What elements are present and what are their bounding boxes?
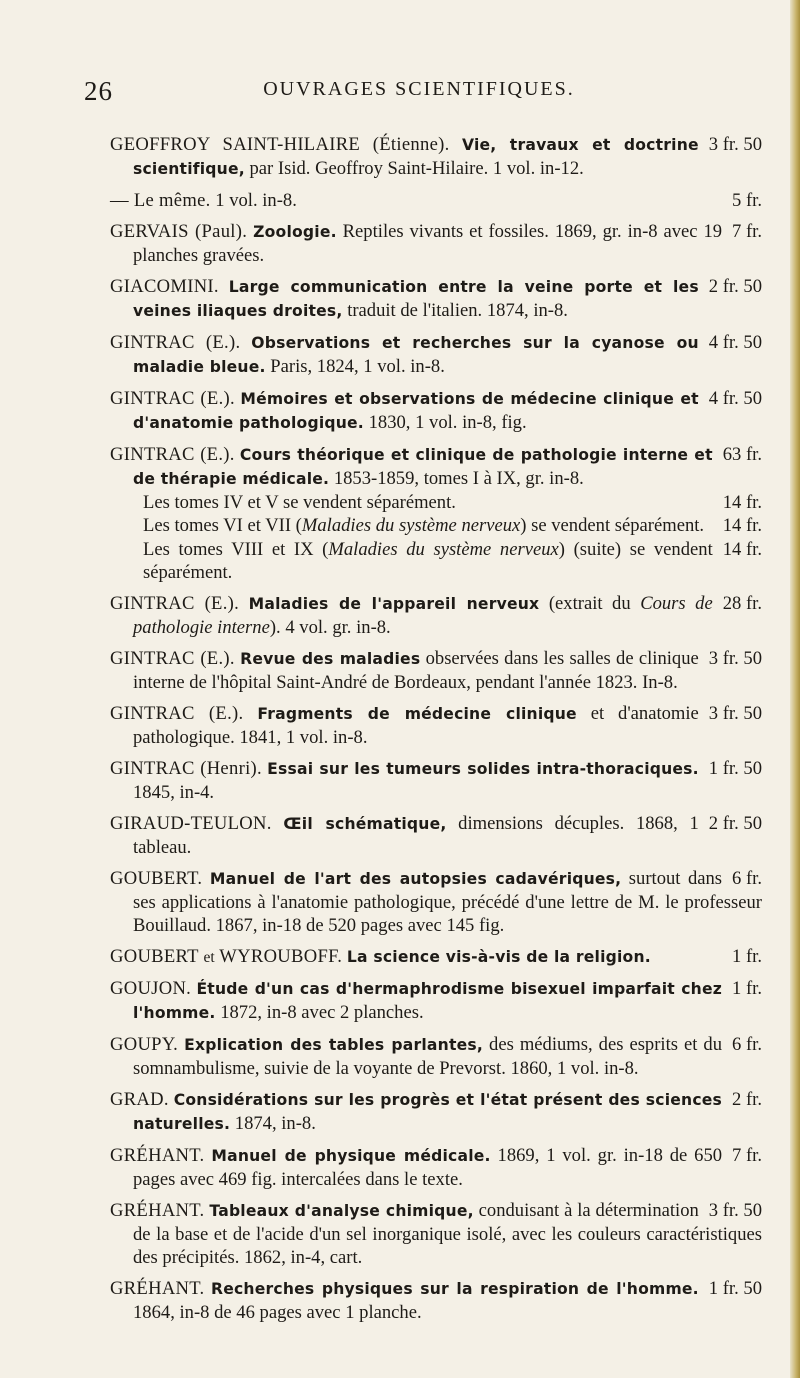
entry-author: GOUBERT.	[110, 867, 203, 889]
entry-price: 2 fr. 50	[708, 812, 762, 834]
entry-author: GINTRAC (E.).	[110, 647, 235, 669]
entry-price: 2 fr.	[732, 1088, 762, 1110]
sub-item-text: Les tomes VI et VII (	[143, 515, 302, 537]
entry-description: 1874, in-8.	[234, 1112, 316, 1134]
catalog-entry	[110, 1144, 762, 1191]
sub-item-text: Les tomes IV et V se vendent séparément.	[143, 492, 456, 514]
entry-description: 1853-1859, tomes I à IX, gr. in-8.	[333, 468, 584, 489]
entry-price: 3 fr. 50	[708, 702, 762, 724]
entry-description: 1845, in-4.	[133, 781, 215, 803]
entry-price: 3 fr. 50	[708, 1199, 762, 1221]
entry-title: Manuel de physique médicale.	[211, 1146, 491, 1165]
entry-description: 1830, 1 vol. in-8, fig.	[368, 412, 527, 433]
catalog-entry	[110, 945, 762, 969]
entry-price: 28 fr.	[722, 592, 762, 614]
entry-author: GINTRAC (Henri).	[110, 757, 262, 779]
entry-author: — Le même.	[110, 190, 211, 211]
entry-title: Explication des tables parlantes,	[184, 1035, 483, 1054]
entry-price: 1 fr.	[732, 945, 762, 967]
entry-title: Zoologie.	[253, 222, 337, 241]
entry-description-prefix: (extrait du	[548, 592, 641, 614]
sub-item-italic: Maladies du système nerveux	[328, 538, 559, 560]
sub-item-price: 14 fr.	[722, 515, 762, 537]
entry-price: 4 fr. 50	[708, 331, 762, 353]
catalog-entry	[110, 220, 762, 267]
entry-price: 4 fr. 50	[708, 387, 762, 409]
entry-title: Essai sur les tumeurs solides intra-thoraciques.	[267, 759, 699, 778]
entry-title: Revue des maladies	[240, 649, 421, 668]
entry-author: GINTRAC (E.).	[110, 702, 244, 724]
entry-title: Mémoires et observations de médecine clinique et d'anatomie pathologique.	[133, 389, 699, 432]
entry-title: Observations et recherches sur la cyanose ou maladie bleue.	[133, 333, 699, 376]
entry-price: 3 fr. 50	[708, 647, 762, 669]
entry-description: 1864, in-8 de 46 pages avec 1 planche.	[133, 1302, 422, 1324]
entry-author: GINTRAC (E.).	[110, 443, 235, 465]
catalog-entry	[110, 331, 762, 379]
entry-price: 2 fr. 50	[708, 275, 762, 297]
entry-sub-item	[133, 491, 762, 514]
entry-author-second: WYROUBOFF.	[219, 945, 343, 967]
catalog-entry	[110, 189, 762, 212]
entry-description: conduisant à la détermination de la base et de l'acide d'un sel inorganique isolé, avec les couleurs caractéristiques des précipités. 1862, in-4, cart.	[133, 1199, 762, 1269]
entry-title: Recherches physiques sur la respiration de l'homme.	[210, 1279, 699, 1298]
sub-item-price: 14 fr.	[722, 538, 762, 560]
entry-description: 1869, 1 vol. gr. in-18 de 650 pages avec 469 fig. intercalées dans le texte.	[133, 1144, 723, 1190]
entry-description: Reptiles vivants et fossiles. 1869, gr. in-8 avec 19 planches gravées.	[133, 220, 723, 266]
entry-title: Œil schématique,	[283, 814, 447, 833]
entry-price: 6 fr.	[732, 867, 762, 889]
entry-author: GINTRAC (E.).	[110, 331, 241, 353]
entry-description: par Isid. Geoffroy Saint-Hilaire. 1 vol. in-12.	[249, 158, 584, 180]
entry-title: Fragments de médecine clinique	[257, 704, 577, 723]
entry-title: Étude d'un cas d'hermaphrodisme bisexuel imparfait chez l'homme.	[133, 979, 723, 1022]
catalog-entry	[110, 275, 762, 323]
catalog-entry	[110, 387, 762, 435]
catalog-entry	[110, 812, 762, 859]
catalog-entry	[110, 1277, 762, 1324]
entry-title: Considérations sur les progrès et l'état présent des sciences naturelles.	[133, 1090, 723, 1133]
entry-description: 1872, in-8 avec 2 planches.	[220, 1001, 424, 1023]
entry-price: 1 fr.	[732, 977, 762, 999]
page-header	[84, 76, 724, 106]
catalog-entry	[110, 592, 762, 639]
entry-description: des médiums, des esprits et du somnambulisme, suivie de la voyante de Prevorst. 1860, 1 vol. in-8.	[133, 1033, 723, 1079]
entry-price: 63 fr.	[722, 443, 762, 465]
entry-author: GOUBERT	[110, 945, 199, 967]
catalog-entry	[110, 133, 762, 181]
page-number: 26	[84, 76, 113, 106]
sub-item-text-end: ) se vendent séparément.	[520, 515, 705, 537]
entry-author: GEOFFROY SAINT-HILAIRE (Étienne).	[110, 134, 450, 155]
entry-title: Cours théorique et clinique de pathologie interne et de thérapie médicale.	[133, 445, 713, 488]
entry-description: traduit de l'italien. 1874, in-8.	[347, 300, 568, 321]
running-title: OUVRAGES SCIENTIFIQUES.	[263, 78, 575, 100]
entry-author: GIRAUD-TEULON.	[110, 812, 272, 834]
entry-author: GOUPY.	[110, 1033, 179, 1055]
entry-author: GOUJON.	[110, 977, 192, 999]
entry-price: 6 fr.	[732, 1033, 762, 1055]
entry-title: Tableaux d'analyse chimique,	[209, 1201, 474, 1220]
catalog-entry	[110, 867, 762, 938]
entry-description: surtout dans ses applications à l'anatomie pathologique, précédé d'une lettre de M. le professeur Bouillaud. 1867, in-18 de 520 pages avec 145 fig.	[133, 867, 762, 937]
entry-price: 1 fr. 50	[708, 757, 762, 779]
entry-title: Large communication entre la veine porte et les veines iliaques droites,	[133, 277, 699, 320]
entry-author: GIACOMINI.	[110, 275, 219, 297]
catalog-entries	[110, 133, 762, 1332]
page-edge	[790, 0, 800, 1378]
entry-description-italic: Cours de pathologie interne	[133, 592, 713, 638]
entry-description: observées dans les salles de clinique interne de l'hôpital Saint-André de Bordeaux, pendant l'année 1823. In-8.	[133, 647, 699, 693]
entry-title: Vie, travaux et doctrine scientifique,	[133, 136, 699, 179]
entry-author: GRÉHANT.	[110, 1199, 205, 1221]
entry-price: 5 fr.	[732, 190, 762, 211]
entry-author: GINTRAC (E.).	[110, 387, 235, 409]
entry-sub-item	[133, 514, 762, 537]
sub-item-text-end: ) (suite) se vendent séparément.	[143, 538, 713, 583]
entry-author: GINTRAC (E.).	[110, 592, 240, 614]
catalog-entry	[110, 1033, 762, 1080]
entry-title: Manuel de l'art des autopsies cadavériques,	[209, 869, 622, 888]
catalog-entry	[110, 977, 762, 1025]
entry-title: La science vis-à-vis de la religion.	[346, 947, 651, 966]
entry-sub-item	[133, 538, 762, 584]
entry-description: et d'anatomie pathologique. 1841, 1 vol. in-8.	[133, 702, 699, 748]
entry-description: 1 vol. in-8.	[215, 190, 297, 211]
entry-title: Maladies de l'appareil nerveux	[248, 594, 540, 613]
entry-description: dimensions décuples. 1868, 1 tableau.	[133, 812, 699, 858]
entry-author: GRÉHANT.	[110, 1277, 205, 1299]
catalog-entry	[110, 757, 762, 804]
sub-item-price: 14 fr.	[722, 492, 762, 514]
entry-author: GRÉHANT.	[110, 1144, 205, 1166]
entry-description: ). 4 vol. gr. in-8.	[269, 616, 391, 638]
entry-price: 1 fr. 50	[708, 1277, 762, 1299]
catalog-entry	[110, 443, 762, 584]
catalog-entry	[110, 647, 762, 694]
entry-author: GERVAIS (Paul).	[110, 220, 248, 242]
sub-item-text: Les tomes VIII et IX (	[143, 538, 329, 560]
entry-price: 7 fr.	[732, 1144, 762, 1166]
catalog-entry	[110, 1088, 762, 1136]
entry-price: 3 fr. 50	[708, 134, 762, 155]
catalog-entry	[110, 1199, 762, 1270]
entry-author: GRAD.	[110, 1088, 169, 1110]
entry-price: 7 fr.	[732, 220, 762, 242]
entry-author-conjunction: et	[203, 948, 215, 966]
entry-description: Paris, 1824, 1 vol. in-8.	[270, 356, 445, 377]
catalog-entry	[110, 702, 762, 749]
sub-item-italic: Maladies du système nerveux	[301, 515, 521, 537]
